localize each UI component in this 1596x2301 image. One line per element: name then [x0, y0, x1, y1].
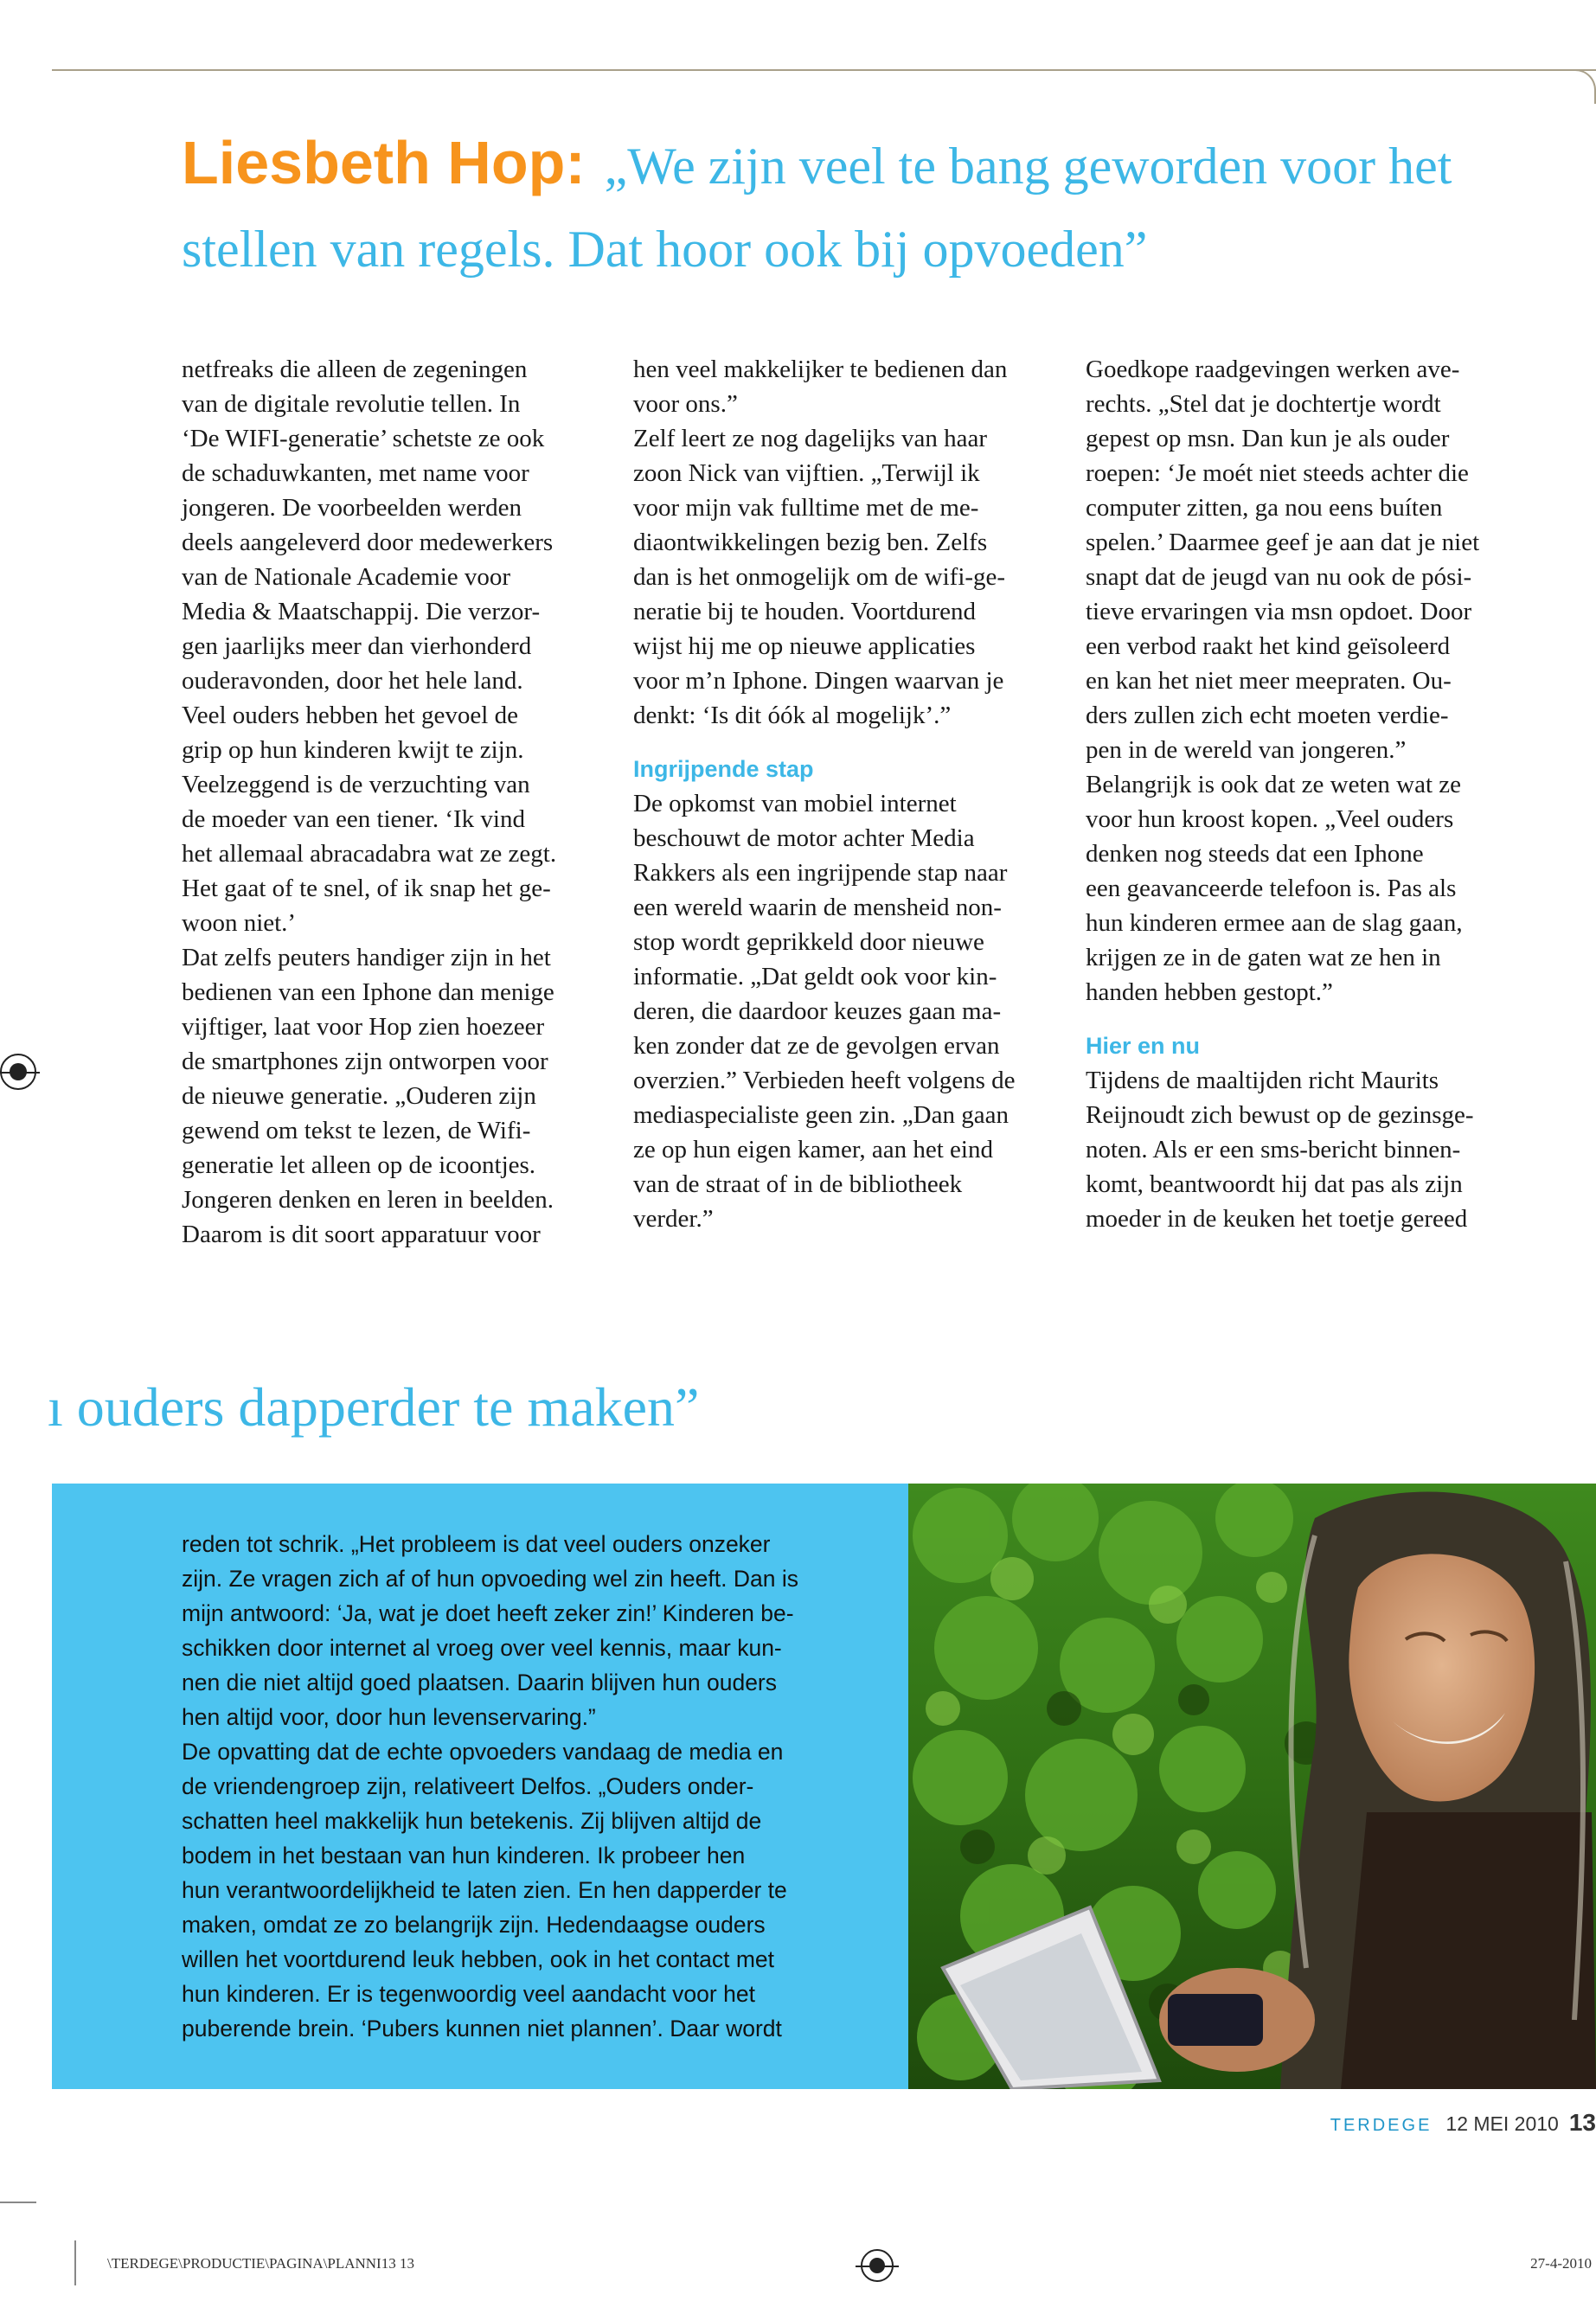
subhead-ingrijpende-stap: Ingrijpende stap: [633, 756, 814, 782]
text-column-3: [1086, 352, 1518, 1236]
column-3-text-b: Tijdens de maaltijden richt Maurits Reijnoudt zich bewust op de gezinsge- noten. Als er een sms-bericht binnen- komt, beantwoordt hij dat pas als zijn moeder in de keuken het toetje gereed: [1086, 1067, 1474, 1233]
registration-mark-left-icon: [0, 1054, 36, 1090]
subhead-hier-en-nu: Hier en nu: [1086, 1033, 1201, 1059]
slug-divider: [74, 2240, 76, 2285]
column-2-text-b: De opkomst van mobiel internet beschouwt de motor achter Media Rakkers als een ingrijpende stap naar een wereld waarin de mensheid non- stop wordt geprikkeld door nieuwe informatie. „Dat geldt ook voor kin- deren, die daardoor keuzes gaan ma- ken zonder dat ze de gevolgen ervan overzien.” Verbieden heeft volgens de mediaspecialiste geen zin. „Dan gaan ze op hun eigen kamer, aan het eind van de straat of in de bibliotheek verder.”: [633, 790, 1016, 1233]
blue-box-text: reden tot schrik. „Het probleem is dat veel ouders onzeker zijn. Ze vragen zich af of hun opvoeding wel zin heeft. Dan is mijn antwoord: ‘Ja, wat je doet heeft zeker zin!’ Kinderen be- schikken door internet al vroeg over veel kennis, maar kun- nen die niet altijd goed plaatsen. Daarin blijven hun ouders hen altijd voor, door hun levenservaring.” De opvatting dat de echte opvoeders vandaag de media en de vriendengroep zijn, relativeert Delfos. „Ouders onder- schatten heel makkelijk hun betekenis. Zij blijven altijd de bodem in het bestaan van hun kinderen. Ik probeer hen hun verantwoordelijkheid te laten zien. En hen dapperder te maken, omdat ze zo belangrijk zijn. Hedendaagse ouders willen het voortdurend leuk hebben, ook in het contact met hun kinderen. Er is tegenwoordig veel aandacht voor het puberende brein. ‘Pubers kunnen niet plannen’. Daar wordt: [182, 1531, 798, 2041]
production-date: 27-4-2010: [1530, 2255, 1592, 2272]
text-column-2: [633, 352, 1066, 1236]
corner-mark: [1570, 69, 1596, 104]
portrait-photo: [908, 1484, 1596, 2089]
pull-quote: ı ouders dapperder te maken”: [48, 1376, 700, 1438]
column-3-text-a: Goedkope raadgevingen werken ave- rechts. „Stel dat je dochtertje wordt gepest op msn. Dan kun je als ouder roepen: ‘Je moét niet steeds achter die computer zitten, ga nou eens buíten spelen.’ Daarmee geef je aan dat je niet snapt dat de jeugd van nu ook de pósi- tieve ervaringen via msn opdoet. Door een verbod raakt het kind geïsoleerd en kan het niet meer meepraten. Ou- ders zullen zich echt moeten verdie- pen in de wereld van jongeren.” Belangrijk is ook dat ze weten wat ze voor hun kroost kopen. „Veel ouders denken nog steeds dat een Iphone een geavanceerde telefoon is. Pas als hun kinderen ermee aan de slag gaan, krijgen ze in de gaten wat ze hen in handen hebben gestopt.”: [1086, 356, 1480, 1006]
top-rule: [52, 69, 1596, 71]
photo-illustration: [908, 1484, 1596, 2089]
headline-name: Liesbeth Hop:: [182, 129, 586, 196]
bottom-rule: [0, 2202, 36, 2203]
registration-mark-icon: [861, 2249, 894, 2282]
issue-date: 12 MEI 2010: [1445, 2112, 1559, 2135]
column-1-text: netfreaks die alleen de zegeningen van de digitale revolutie tellen. In ‘De WIFI-generatie’ schetste ze ook de schaduwkanten, met name voor jongeren. De voorbeelden werden deels aangeleverd door medewerkers van de Nationale Academie voor Media & Maatschappij. Die verzor- gen jaarlijks meer dan vierhonderd ouderavonden, door het hele land. Veel ouders hebben het gevoel de grip op hun kinderen kwijt te zijn. Veelzeggend is de verzuchting van de moeder van een tiener. ‘Ik vind het allemaal abracadabra wat ze zegt. Het gaat of te snel, of ik snap het ge- woon niet.’ Dat zelfs peuters handiger zijn in het bedienen van een Iphone dan menige vijftiger, laat voor Hop zien hoezeer de smartphones zijn ontworpen voor de nieuwe generatie. „Ouderen zijn gewend om tekst te lezen, de Wifi- generatie let alleen op de icoontjes. Jongeren denken en leren in beelden. Daarom is dit soort apparatuur voor: [182, 356, 557, 1248]
headline: [182, 128, 1566, 298]
production-slug: \TERDEGE\PRODUCTIE\PAGINA\PLANNI13 13: [107, 2255, 414, 2272]
page-footer: [1330, 2109, 1596, 2137]
magazine-name: TERDEGE: [1330, 2116, 1433, 2135]
text-column-1: [182, 352, 614, 1252]
column-2-text-a: hen veel makkelijker te bedienen dan voor ons.” Zelf leert ze nog dagelijks van haar zoon Nick van vijftien. „Terwijl ik voor mijn vak fulltime met de me- diaontwikkelingen bezig ben. Zelfs dan is het onmogelijk om de wifi-ge- neratie bij te houden. Voortdurend wijst hij me op nieuwe applicaties voor m’n Iphone. Dingen waarvan je denkt: ‘Is dit óók al mogelijk’.”: [633, 356, 1008, 729]
headline-quote: „We zijn veel te bang geworden voor het stellen van regels. Dat hoor ook bij opvoeden”: [182, 138, 1452, 278]
page-number: 13: [1568, 2109, 1596, 2136]
